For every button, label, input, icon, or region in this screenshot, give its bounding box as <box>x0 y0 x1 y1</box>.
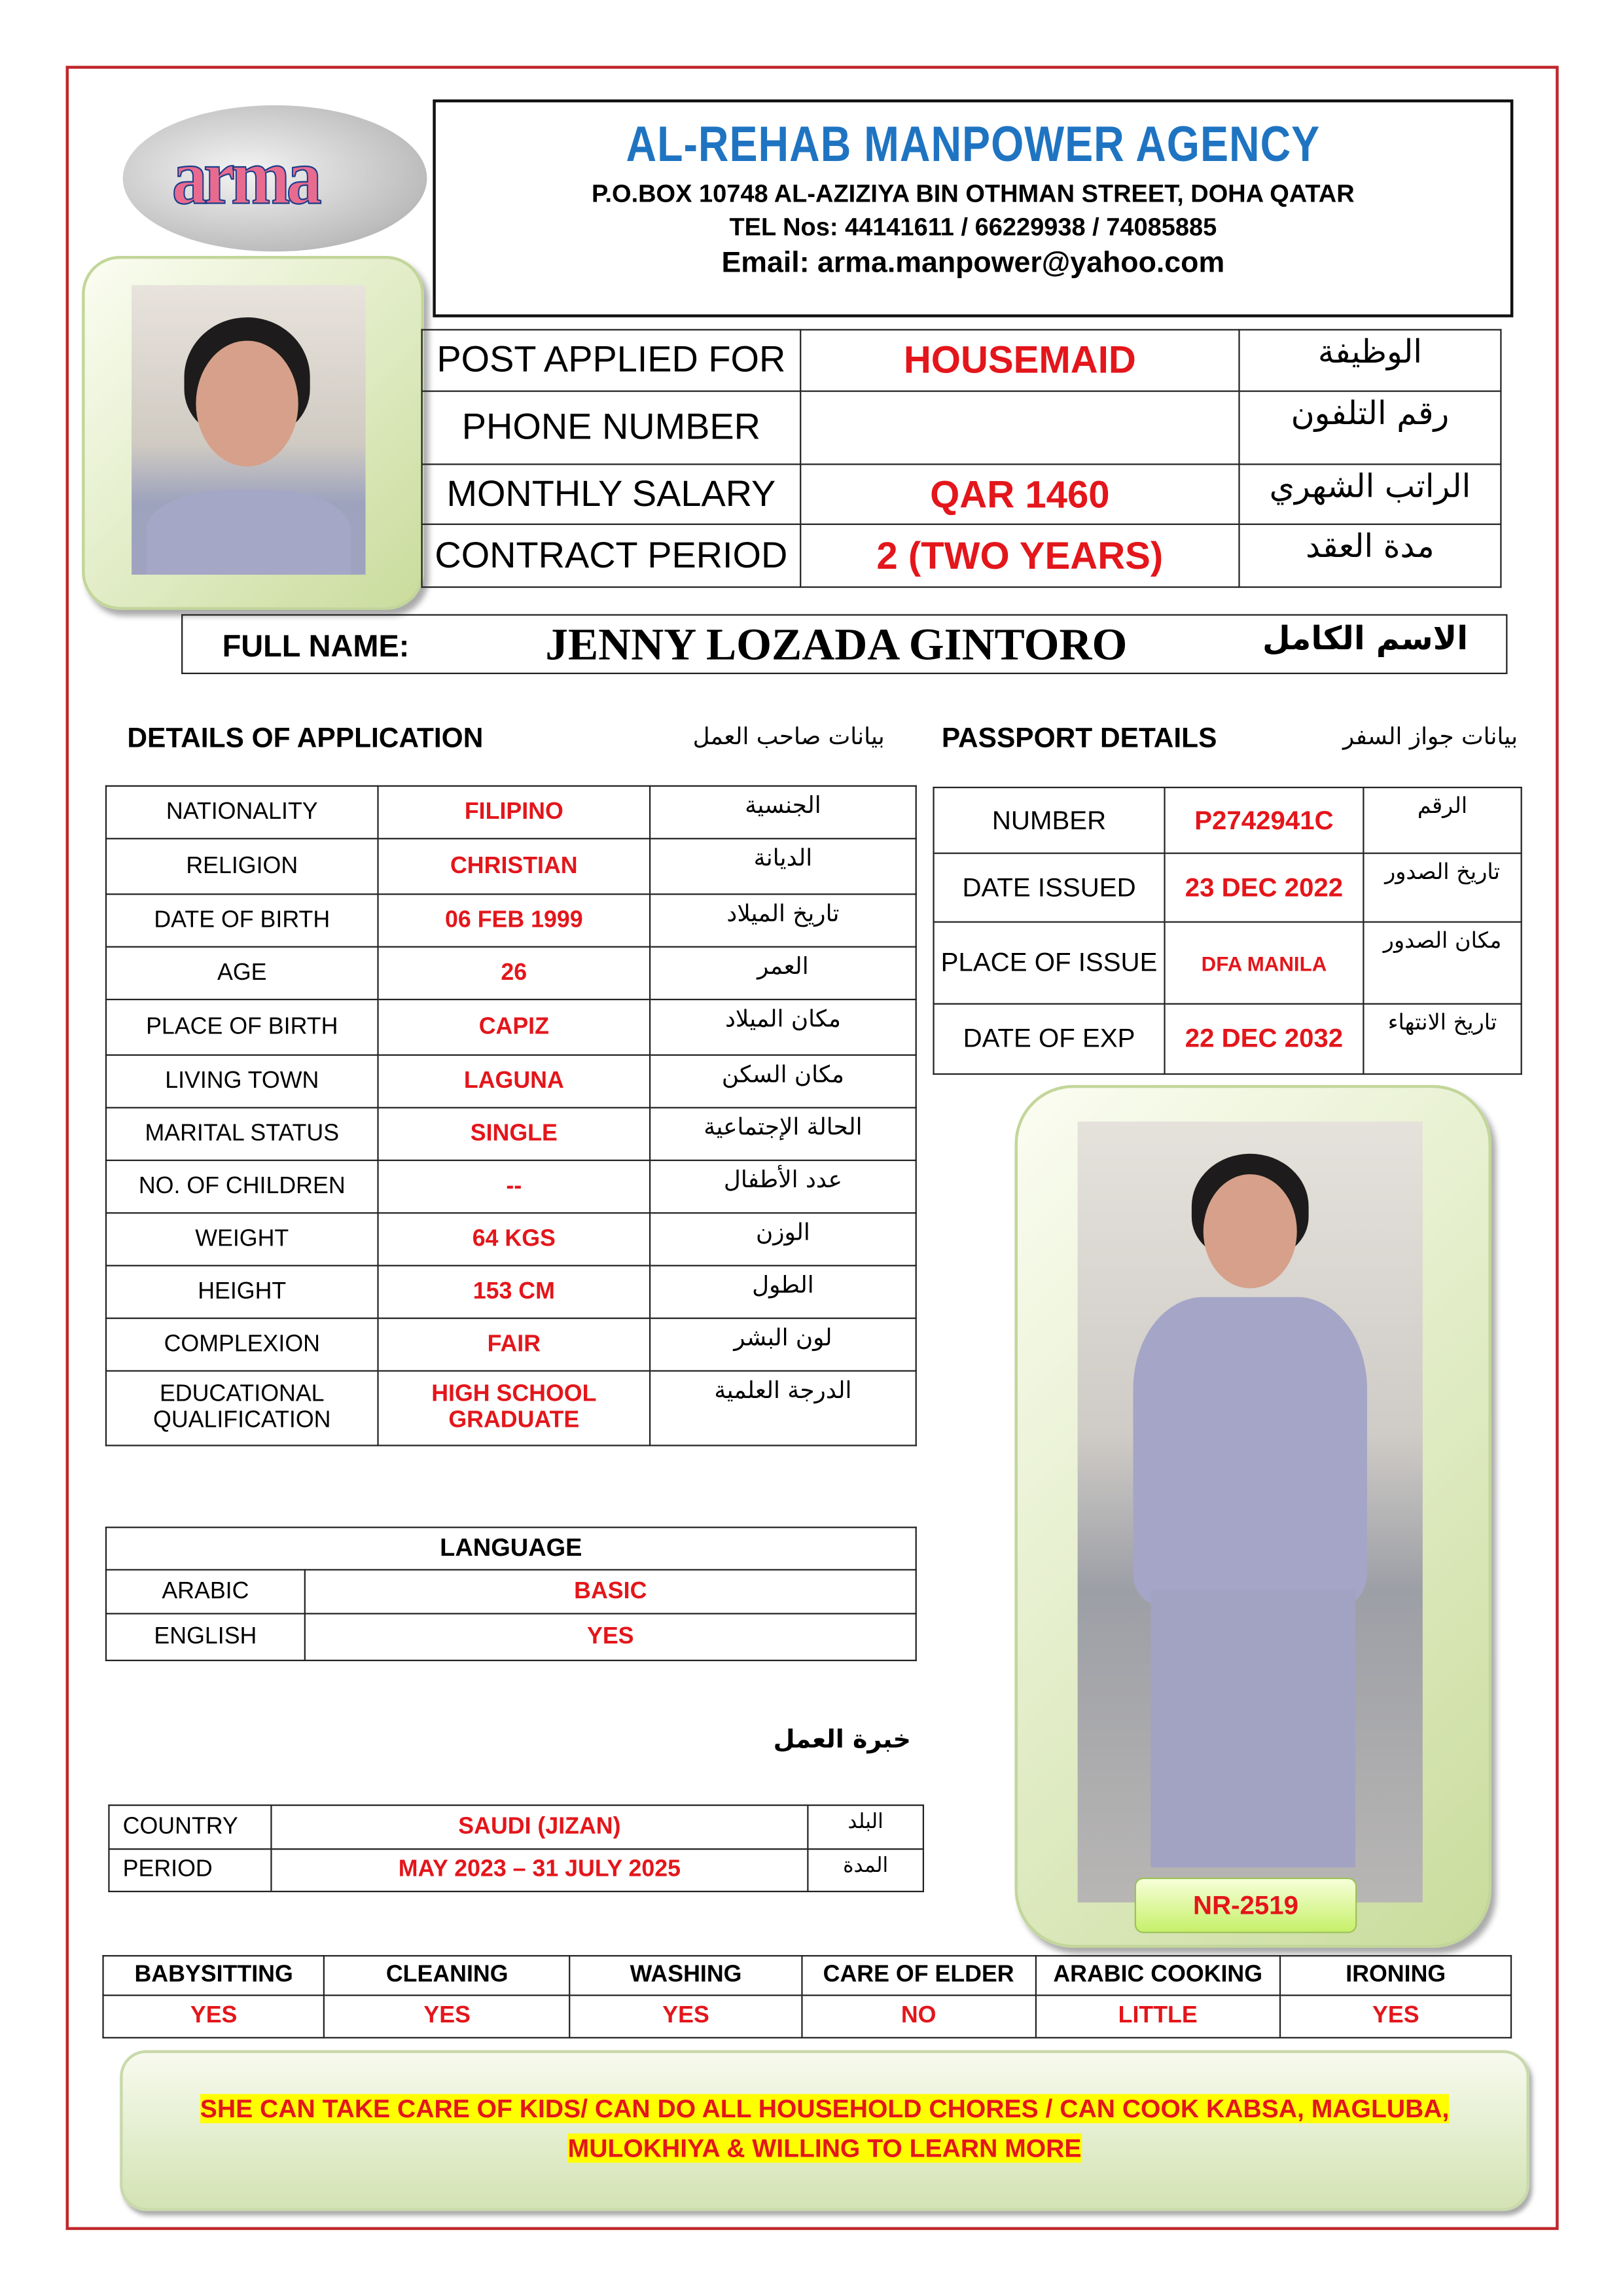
skill-value: YES <box>103 1996 325 2038</box>
cell-arabic: لون البشر <box>650 1318 916 1371</box>
cell-label: PLACE OF BIRTH <box>106 999 378 1055</box>
skill-value: YES <box>570 1996 802 2038</box>
details-row <box>106 1213 916 1265</box>
period-value: MAY 2023 – 31 JULY 2025 <box>271 1849 808 1892</box>
cell-arabic: مكان السكن <box>650 1055 916 1107</box>
cell-arabic: تاريخ الميلاد <box>650 894 916 946</box>
full-name-value: JENNY LOZADA GINTORO <box>545 619 1128 670</box>
details-row <box>106 1318 916 1371</box>
cell-value: 153 CM <box>378 1266 651 1318</box>
cell-arabic: الديانة <box>650 838 916 894</box>
cell-value: 26 <box>378 947 651 999</box>
cell-value: 23 DEC 2022 <box>1165 853 1364 922</box>
cell-arabic: تاريخ الانتهاء <box>1363 1004 1521 1074</box>
remarks-line: SHE CAN TAKE CARE OF KIDS/ CAN DO ALL HOUSEHOLD CHORES / CAN COOK KABSA, MAGLUBA, <box>200 2094 1450 2124</box>
full-body-photo-frame <box>1015 1085 1491 1948</box>
skills-table <box>102 1955 1512 2038</box>
language-name: ARABIC <box>106 1570 305 1613</box>
cell-label: WEIGHT <box>106 1213 378 1265</box>
details-heading-arabic: بيانات صاحب العمل <box>692 722 885 751</box>
language-level: BASIC <box>305 1570 916 1613</box>
phone-value <box>800 391 1239 465</box>
cell-arabic: الراتب الشهري <box>1239 464 1501 524</box>
cell-label: PLACE OF ISSUE <box>934 922 1165 1004</box>
cell-arabic: الطول <box>650 1266 916 1318</box>
details-row <box>106 1371 916 1446</box>
cell-label: COUNTRY <box>109 1805 271 1849</box>
details-row <box>106 838 916 894</box>
cell-arabic: الوظيفة <box>1239 330 1501 391</box>
skill-label: WASHING <box>570 1956 802 1995</box>
skill-value: YES <box>325 1996 570 2038</box>
cell-label: MARITAL STATUS <box>106 1107 378 1160</box>
agency-address: P.O.BOX 10748 AL-AZIZIYA BIN OTHMAN STREET, DOHA QATAR <box>592 179 1355 208</box>
cell-arabic: عدد الأطفال <box>650 1160 916 1213</box>
skill-value: LITTLE <box>1035 1996 1281 2038</box>
passport-row <box>934 853 1522 922</box>
cell-value: SINGLE <box>378 1107 651 1160</box>
experience-heading: خبرة العمل <box>773 1725 911 1755</box>
cell-label: CONTRACT PERIOD <box>422 524 801 587</box>
full-name-box <box>181 614 1507 674</box>
cell-arabic: الجنسية <box>650 786 916 838</box>
cell-arabic: الوزن <box>650 1213 916 1265</box>
cell-value: LAGUNA <box>378 1055 651 1107</box>
skill-value: NO <box>802 1996 1035 2038</box>
language-table <box>105 1527 917 1662</box>
cell-value: CAPIZ <box>378 999 651 1055</box>
details-row <box>106 999 916 1055</box>
cell-arabic: العمر <box>650 947 916 999</box>
details-row <box>106 1266 916 1318</box>
cell-value: HIGH SCHOOL GRADUATE <box>378 1371 651 1446</box>
cell-value: 64 KGS <box>378 1213 651 1265</box>
details-row <box>106 1160 916 1213</box>
cell-value: CHRISTIAN <box>378 838 651 894</box>
cell-value: FAIR <box>378 1318 651 1371</box>
cell-arabic: الدرجة العلمية <box>650 1371 916 1446</box>
passport-row <box>934 787 1522 853</box>
cell-value: P2742941C <box>1165 787 1364 853</box>
salary-value: QAR 1460 <box>800 464 1239 524</box>
skills-value-row <box>103 1996 1512 2038</box>
agency-name: AL-REHAB MANPOWER AGENCY <box>626 117 1321 173</box>
cell-label: NUMBER <box>934 787 1165 853</box>
cell-arabic: الحالة الإجتماعية <box>650 1107 916 1160</box>
passport-heading-arabic: بيانات جواز السفر <box>1342 722 1518 751</box>
cell-value: 06 FEB 1999 <box>378 894 651 946</box>
cell-label: LIVING TOWN <box>106 1055 378 1107</box>
skill-value: YES <box>1281 1996 1512 2038</box>
cell-value: FILIPINO <box>378 786 651 838</box>
cell-label: POST APPLIED FOR <box>422 330 801 391</box>
cell-arabic: تاريخ الصدور <box>1363 853 1521 922</box>
country-value: SAUDI (JIZAN) <box>271 1805 808 1849</box>
details-row <box>106 786 916 838</box>
details-row <box>106 1055 916 1107</box>
language-name: ENGLISH <box>106 1613 305 1660</box>
cell-value: -- <box>378 1160 651 1213</box>
skill-label: BABYSITTING <box>103 1956 325 1995</box>
details-heading: DETAILS OF APPLICATION <box>127 723 484 755</box>
language-heading: LANGUAGE <box>106 1528 916 1570</box>
full-name-label: FULL NAME: <box>222 630 410 664</box>
cell-arabic: رقم التلفون <box>1239 391 1501 465</box>
agency-phone: TEL Nos: 44141611 / 66229938 / 74085885 <box>729 213 1217 242</box>
remarks-line: MULOKHIYA & WILLING TO LEARN MORE <box>567 2133 1082 2163</box>
cell-label: DATE ISSUED <box>934 853 1165 922</box>
details-row <box>106 947 916 999</box>
skills-header-row <box>103 1956 1512 1995</box>
remarks-box <box>120 2050 1529 2211</box>
cell-arabic: البلد <box>808 1805 923 1849</box>
details-row <box>106 894 916 946</box>
cell-arabic: المدة <box>808 1849 923 1892</box>
details-table <box>105 785 917 1446</box>
cell-label: NATIONALITY <box>106 786 378 838</box>
cell-label: EDUCATIONAL QUALIFICATION <box>106 1371 378 1446</box>
passport-table <box>933 787 1522 1075</box>
portrait-frame <box>82 256 424 610</box>
cell-label: RELIGION <box>106 838 378 894</box>
cell-label: AGE <box>106 947 378 999</box>
skill-label: ARABIC COOKING <box>1035 1956 1281 1995</box>
agency-email: Email: arma.manpower@yahoo.com <box>721 247 1225 279</box>
cell-label: NO. OF CHILDREN <box>106 1160 378 1213</box>
skill-label: IRONING <box>1281 1956 1512 1995</box>
experience-table <box>108 1804 924 1892</box>
passport-row <box>934 1004 1522 1074</box>
skill-label: CLEANING <box>325 1956 570 1995</box>
cell-arabic: مدة العقد <box>1239 524 1501 587</box>
post-value: HOUSEMAID <box>800 330 1239 391</box>
position-table <box>421 329 1501 588</box>
cell-label: MONTHLY SALARY <box>422 464 801 524</box>
cell-label: DATE OF EXP <box>934 1004 1165 1074</box>
contract-value: 2 (TWO YEARS) <box>800 524 1239 587</box>
cell-label: DATE OF BIRTH <box>106 894 378 946</box>
cell-label: PHONE NUMBER <box>422 391 801 465</box>
cell-label: PERIOD <box>109 1849 271 1892</box>
passport-row <box>934 922 1522 1004</box>
cell-arabic: مكان الميلاد <box>650 999 916 1055</box>
details-row <box>106 1107 916 1160</box>
cell-value: 22 DEC 2032 <box>1165 1004 1364 1074</box>
reference-number-badge: NR-2519 <box>1135 1878 1357 1933</box>
cell-label: COMPLEXION <box>106 1318 378 1371</box>
logo-text: arma <box>171 133 318 221</box>
portrait-photo <box>132 285 365 575</box>
cell-label: HEIGHT <box>106 1266 378 1318</box>
cell-value: DFA MANILA <box>1165 922 1364 1004</box>
cell-arabic: الرقم <box>1363 787 1521 853</box>
passport-heading: PASSPORT DETAILS <box>941 723 1217 755</box>
full-name-arabic: الاسم الكامل <box>1262 621 1469 658</box>
full-body-photo <box>1078 1122 1423 1903</box>
agency-logo <box>123 105 427 251</box>
cell-arabic: مكان الصدور <box>1363 922 1521 1004</box>
agency-header <box>433 99 1513 317</box>
language-level: YES <box>305 1613 916 1660</box>
skill-label: CARE OF ELDER <box>802 1956 1035 1995</box>
